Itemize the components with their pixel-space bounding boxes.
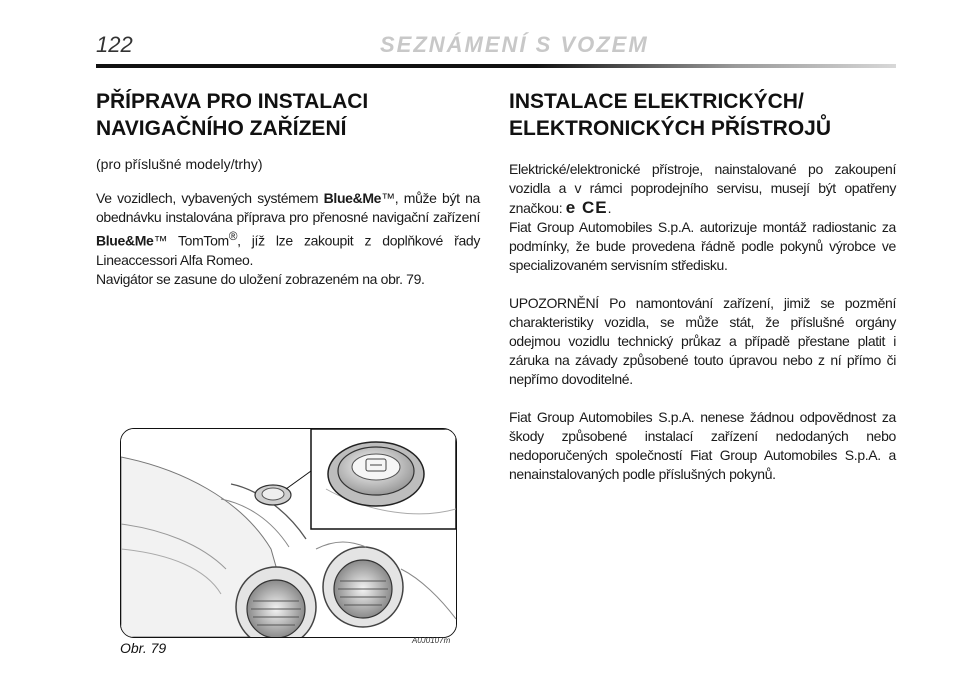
text-run: ™ TomTom [153, 232, 229, 249]
dashboard-drawing [121, 429, 456, 637]
mount-button-small [255, 485, 291, 505]
detail-inset [311, 429, 456, 529]
heading-line: PŘÍPRAVA PRO INSTALACI [96, 90, 369, 113]
section-subtitle: (pro příslušné modely/trhy) [96, 156, 263, 172]
header-rule [96, 64, 896, 68]
heading-line: INSTALACE ELEKTRICKÝCH/ [509, 90, 804, 113]
ce-mark: e CE [565, 198, 608, 217]
vent-right [323, 547, 403, 627]
brand-name: Blue&Me [96, 232, 154, 249]
text-run: Fiat Group Automobiles S.p.A. autorizuje montáž radiostanic za podmínky, že bude provedena řádně podle pokynů výrobce ve specializovaném servisním středisku. [509, 219, 896, 273]
heading-line: NAVIGAČNÍHO ZAŘÍZENÍ [96, 117, 347, 140]
paragraph-warning: UPOZORNĚNÍ Po namontování zařízení, jimiž se pozmění charakteristiky vozidla, se může stát, že příslušné orgány odejmou vozidlu technický průkaz a případě přestane platit i záruka na závady způsobené touto úpravou nebo z ní přímo či nepřímo dovoditelné. [509, 295, 896, 387]
paragraph-ce-mark [509, 160, 896, 275]
vent-left [236, 567, 316, 637]
paragraph-blue-me [96, 189, 480, 289]
figure-code: A0J0107m [412, 636, 451, 645]
section-heading-electronics [509, 88, 896, 142]
right-column [509, 88, 896, 484]
heading-line: ELEKTRONICKÝCH PŘÍSTROJŮ [509, 117, 832, 140]
text-run: Ve vozidlech, vybavených systémem [96, 190, 324, 206]
figure-caption: Obr. 79 [120, 640, 167, 656]
paragraph-liability: Fiat Group Automobiles S.p.A. nenese žádnou odpovědnost za škody způsobené instalací zařízení nedodaných nebo nedoporučených společností Fiat Group Automobiles S.p.A. a nenainstalovaných podle příslušných pokynů. [509, 409, 896, 482]
text-run: , jíž lze zakoupit z doplňkové řady Lineaccessori Alfa Romeo. [96, 232, 480, 268]
running-title: SEZNÁMENÍ S VOZEM [380, 32, 649, 57]
section-heading-navigation [96, 88, 480, 142]
left-column [96, 88, 480, 289]
page-number: 122 [96, 32, 133, 57]
brand-name: Blue&Me [323, 190, 382, 206]
registered-mark: ® [228, 230, 238, 243]
text-run: Elektrické/elektronické přístroje, nainstalované po zakoupení vozidla a v rámci poprodejního servisu, musejí být opatřeny značkou: [509, 161, 896, 216]
text-run: ™, může být na obednávku instalována příprava pro přenosné navigační zařízení [96, 190, 480, 225]
text-run: Navigátor se zasune do uložení zobrazeném na obr. 79. [96, 270, 425, 287]
text-run: . [607, 200, 612, 216]
figure-dashboard-illustration [120, 428, 457, 638]
